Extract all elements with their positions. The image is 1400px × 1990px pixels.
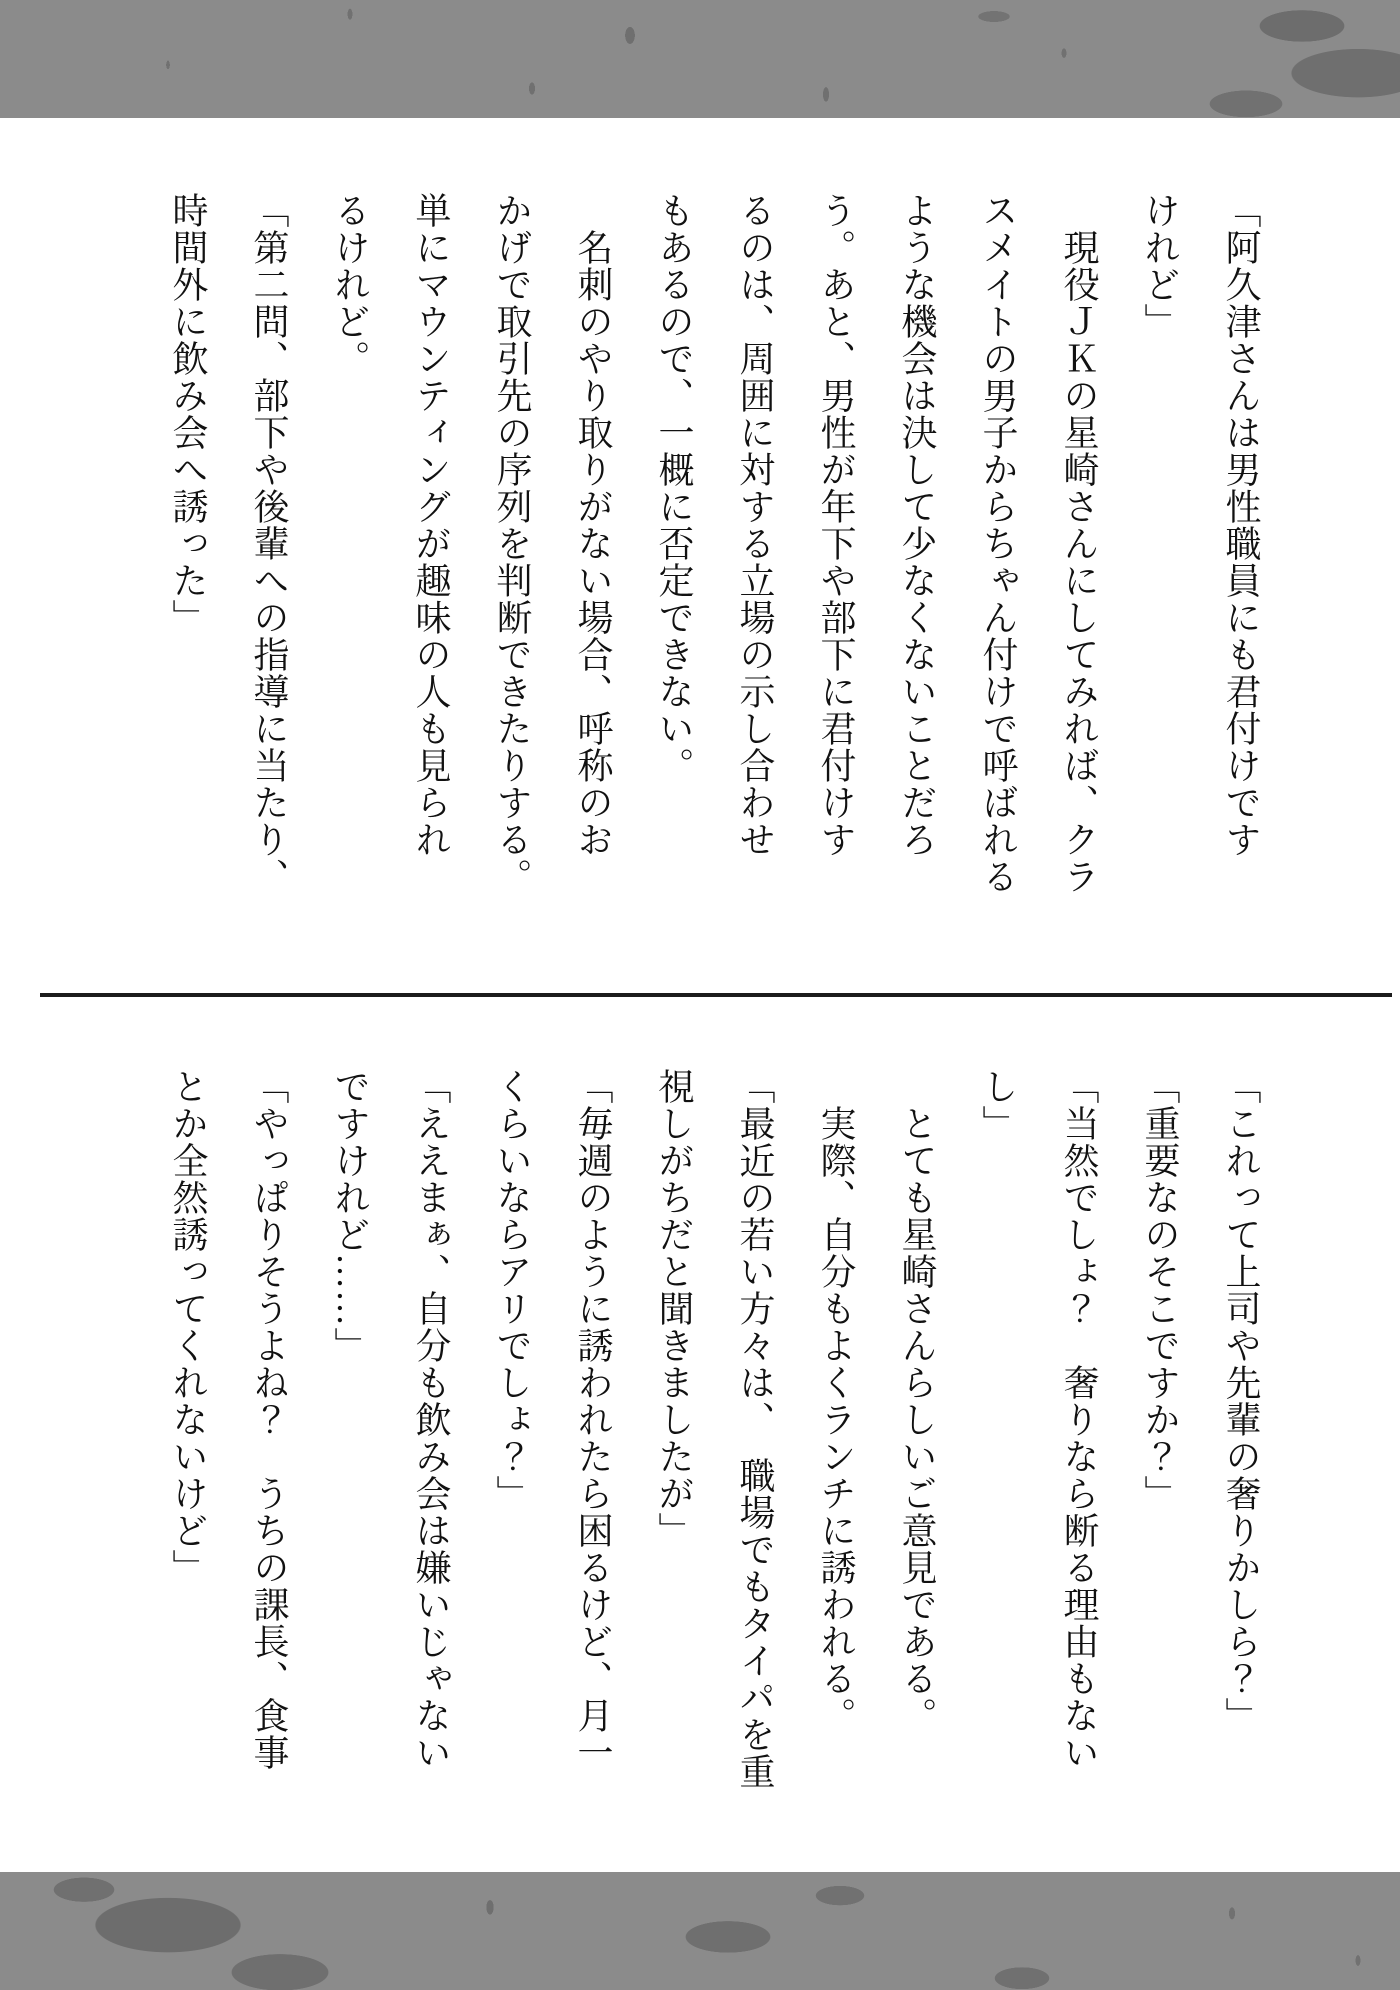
text-column: ですけれど……」	[330, 1068, 370, 1364]
section-divider-rule	[40, 993, 1392, 997]
text-column: し」	[978, 1068, 1018, 1142]
text-column: 現役ＪＫの星崎さんにしてみれば、クラ	[1059, 192, 1099, 895]
text-column: 名刺のやり取りがない場合、呼称のお	[573, 192, 613, 858]
text-column: とても星崎さんらしいご意見である。	[897, 1068, 937, 1734]
text-column: もあるので、一概に否定できない。	[654, 192, 694, 784]
text-column: スメイトの男子からちゃん付けで呼ばれる	[978, 192, 1018, 895]
text-column: るのは、周囲に対する立場の示し合わせ	[735, 192, 775, 858]
text-column: 時間外に飲み会へ誘った」	[168, 192, 208, 636]
text-column: 「第二問、部下や後輩への指導に当たり、	[249, 192, 289, 895]
text-column: けれど」	[1140, 192, 1180, 340]
lower-text-section	[147, 1068, 1281, 1878]
text-column: 「重要なのそこですか？」	[1140, 1068, 1180, 1512]
text-column: 実際、自分もよくランチに誘われる。	[816, 1068, 856, 1734]
text-column: とか全然誘ってくれないけど」	[168, 1068, 208, 1586]
text-column: 「やっぱりそうよね？ うちの課長、食事	[249, 1068, 289, 1771]
upper-text-section	[147, 192, 1281, 1002]
text-column: くらいならアリでしょ？」	[492, 1068, 532, 1512]
text-column: 「阿久津さんは男性職員にも君付けです	[1221, 192, 1261, 858]
text-column: 「最近の若い方々は、 職場でもタイパを重	[735, 1068, 775, 1790]
top-grunge-band	[0, 0, 1400, 118]
text-column: ような機会は決して少なくないことだろ	[897, 192, 937, 858]
text-column: 視しがちだと聞きましたが」	[654, 1068, 694, 1549]
text-column: 「これって上司や先輩の奢りかしら？」	[1221, 1068, 1261, 1734]
text-column: 「毎週のように誘われたら困るけど、月一	[573, 1068, 613, 1771]
text-column: かげで取引先の序列を判断できたりする。	[492, 192, 532, 895]
text-column: 単にマウンティングが趣味の人も見られ	[411, 192, 451, 858]
text-column: 「当然でしょ？ 奢りなら断る理由もない	[1059, 1068, 1099, 1771]
bottom-grunge-band	[0, 1872, 1400, 1990]
text-column: う。あと、男性が年下や部下に君付けす	[816, 192, 856, 858]
text-column: るけれど。	[330, 192, 370, 377]
text-column: 「ええまぁ、自分も飲み会は嫌いじゃない	[411, 1068, 451, 1771]
